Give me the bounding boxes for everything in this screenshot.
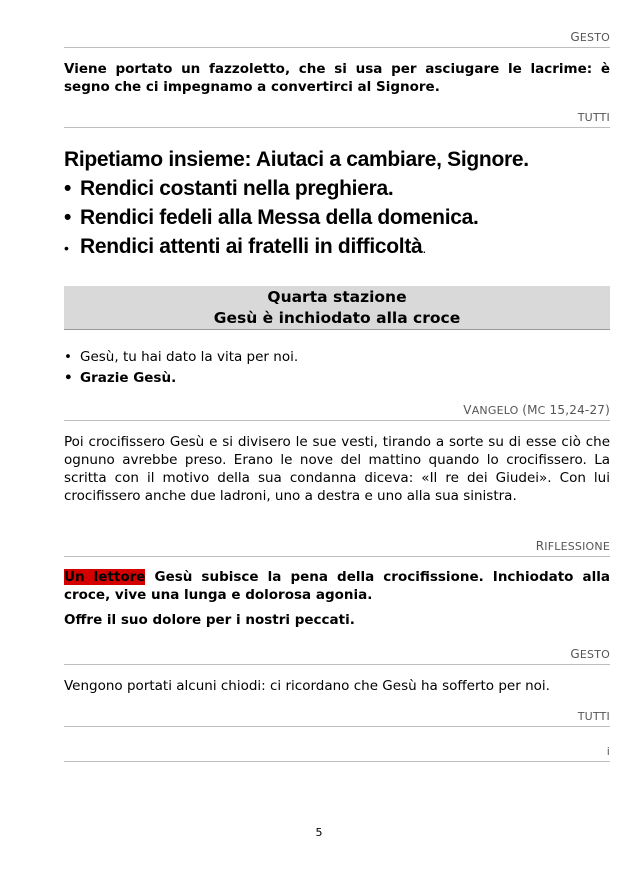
trailing-mark: i — [64, 745, 610, 762]
response-item — [64, 369, 176, 387]
gesto-heading — [64, 30, 610, 48]
vangelo-ref-open: (M — [522, 403, 538, 417]
gesto-text-2: Vengono portati alcuni chiodi: ci ricordano che Gesù ha sofferto per noi. — [64, 678, 550, 694]
chorus-item-end: . — [422, 240, 427, 256]
station-title: Quarta stazione — [267, 288, 407, 306]
bullet-icon: • — [64, 206, 72, 229]
chorus-item-text: Rendici attenti ai fratelli in difficoltà — [80, 235, 423, 258]
vangelo-initial: V — [463, 403, 472, 417]
reader-text-2: Offre il suo dolore per i nostri peccati. — [64, 612, 355, 628]
gesto-rest: ESTO — [579, 31, 610, 44]
bullet-icon: • — [64, 370, 73, 386]
riflessione-initial: R — [535, 539, 545, 553]
riflessione-heading — [64, 539, 610, 557]
gesto-rest: ESTO — [579, 648, 610, 661]
bullet-icon: • — [64, 177, 72, 200]
tutti-heading-2: TUTTI — [64, 710, 610, 727]
tutti-heading: TUTTI — [64, 111, 610, 128]
response-text: Gesù, tu hai dato la vita per noi. — [80, 349, 299, 365]
chorus-item-text: Rendici fedeli alla Messa della domenica. — [80, 206, 479, 229]
page-number: 5 — [315, 826, 323, 839]
bullet-icon: • — [64, 240, 69, 256]
bullet-icon: • — [64, 349, 72, 365]
chorus-block — [64, 145, 624, 263]
station-subtitle: Gesù è inchiodato alla croce — [213, 309, 461, 327]
vangelo-ref-rest: 15,24-27) — [545, 403, 610, 417]
vangelo-text: Poi crocifissero Gesù e si divisero le sue vesti, tirando a sorte su di esse ciò che ognuno avrebbe preso. Erano le nove del mattino quando lo crocifissero. La scritta con il motivo della sua condanna diceva: «Il re dei Giudei». Con lui crocifissero anche due ladroni, uno a destra e uno alla sua sinistra. — [64, 434, 610, 504]
gesto-heading-2 — [64, 647, 610, 665]
vangelo-rest: ANGELO — [471, 404, 519, 417]
response-text: Grazie Gesù. — [80, 370, 177, 386]
chorus-item — [64, 174, 624, 203]
chorus-intro: Ripetiamo insieme: Aiutaci a cambiare, Signore. — [64, 148, 529, 171]
vangelo-ref-c: C — [537, 404, 546, 417]
chorus-item — [64, 232, 624, 263]
gesto-initial: G — [570, 30, 580, 44]
vangelo-heading — [64, 403, 610, 421]
chorus-item-text: Rendici costanti nella preghiera. — [80, 177, 394, 200]
gesto-initial: G — [570, 647, 580, 661]
response-item — [64, 348, 298, 366]
reader-paragraph — [64, 568, 610, 604]
station-heading — [64, 286, 610, 330]
reader-text: Gesù subisce la pena della crocifissione. Inchiodato alla croce, vive una lunga e dolorosa agonia. — [64, 569, 610, 603]
gesto-text: Viene portato un fazzoletto, che si usa per asciugare le lacrime: è segno che ci impegnamo a convertirci al Signore. — [64, 61, 610, 95]
reader-label: Un lettore — [64, 569, 146, 585]
chorus-item — [64, 203, 624, 232]
riflessione-rest: IFLESSIONE — [544, 540, 610, 553]
